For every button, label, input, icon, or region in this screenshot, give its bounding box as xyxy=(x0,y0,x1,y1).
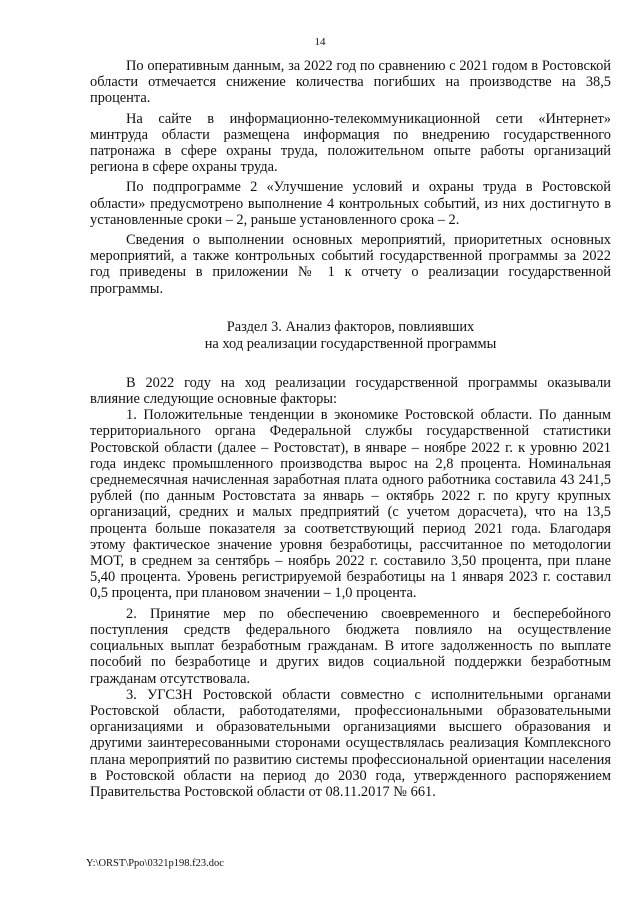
paragraph-appendix-reference: Сведения о выполнении основных мероприятий, приоритетных основных мероприятий, а также контрольных событий государственной программы за 2022 год приведены в приложении № 1 к отчету о реализации государственной программы. xyxy=(90,232,611,297)
paragraph-internet-site-info: На сайте в информационно-телекоммуникационной сети «Интернет» минтруда области размещена информация по внедрению государственного патронажа в сфере охраны труда, положительном опыте работы организаций региона в сфере охраны труда. xyxy=(90,110,611,176)
document-body xyxy=(90,58,611,804)
section-heading-line-1: Раздел 3. Анализ факторов, повлиявших xyxy=(226,318,475,335)
section-heading-line-2: на ход реализации государственной программы xyxy=(204,335,497,352)
page-number: 14 xyxy=(314,36,326,48)
paragraph-subprogram-2: По подпрограмме 2 «Улучшение условий и охраны труда в Ростовской области» предусмотрено выполнение 4 контрольных событий, из них достигнуто в установленные сроки – 2, раньше установленного срока – 2. xyxy=(90,179,611,228)
paragraph-production-fatalities: По оперативным данным, за 2022 год по сравнению с 2021 годом в Ростовской области отмечается снижение количества погибших на производстве на 38,5 процента. xyxy=(90,58,611,107)
paragraph-factors-intro: В 2022 году на ход реализации государственной программы оказывали влияние следующие основные факторы: xyxy=(90,374,611,408)
paragraph-factor-2: 2. Принятие мер по обеспечению своевременного и бесперебойного поступления средств федерального бюджета повлияло на осуществление социальных выплат безработным гражданам. В итоге задолженность по выплате пособий по безработице и других видов социальной поддержки безработным гражданам отсутствовала. xyxy=(90,605,611,687)
section-heading xyxy=(90,319,611,353)
file-path-footer: Y:\ORST\Ppo\0321p198.f23.doc xyxy=(86,858,224,869)
paragraph-factor-1: 1. Положительные тенденции в экономике Ростовской области. По данным территориального органа Федеральной службы государственной статистики Ростовской области (далее – Ростовстат), в январе – ноябре 2022 г. к уровню 2021 года индекс промышленного производства вырос на 2,8 процента. Номинальная среднемесячная начисленная заработная плата одного работника составила 43 241,5 рублей (по данным Ростовстата за январь – октябрь 2022 г. по кругу крупных организаций, средних и малых предприятий (с учетом дорасчета), что на 13,5 процента больше показателя за соответствующий период 2021 года. Благодаря этому фактическое значение уровня безработицы, рассчитанное по методологии МОТ, в среднем за сентябрь – ноябрь 2022 г. составило 3,50 процента, при плане 5,40 процента. Уровень регистрируемой безработицы на 1 января 2023 г. составил 0,5 процента, при плановом значении – 1,0 процента. xyxy=(90,407,611,602)
paragraph-factor-3: 3. УГСЗН Ростовской области совместно с исполнительными органами Ростовской области, работодателями, профессиональными образовательными организациями и образовательными организациями высшего образования и другими заинтересованными сторонами осуществлялась реализация Комплексного плана мероприятий по развитию системы профессиональной ориентации населения в Ростовской области на период до 2030 года, утвержденного распоряжением Правительства Ростовской области от 08.11.2017 № 661. xyxy=(90,686,611,800)
